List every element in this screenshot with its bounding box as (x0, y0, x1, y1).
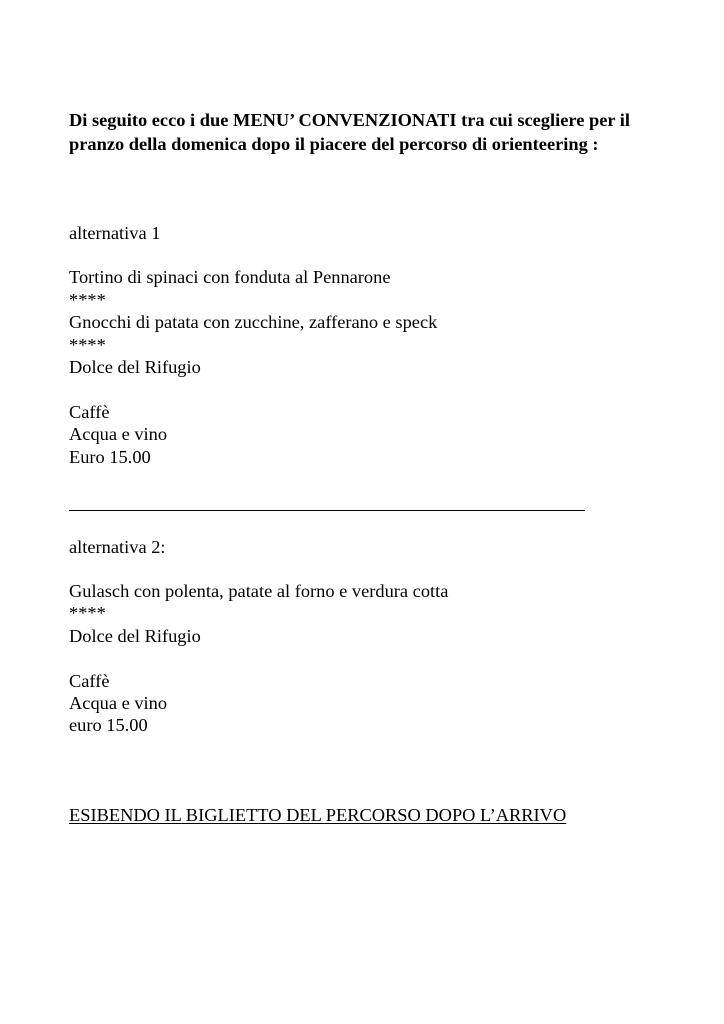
menu1-course-main: Gnocchi di patata con zucchine, zafferano e speck (69, 312, 438, 332)
menu2-separator: **** (69, 603, 106, 623)
menu2-extra-coffee: Caffè (69, 671, 110, 691)
menu1-price: Euro 15.00 (69, 447, 151, 467)
menu2-price: euro 15.00 (69, 715, 148, 735)
menu2-course-dessert: Dolce del Rifugio (69, 626, 201, 646)
section-divider (69, 510, 585, 511)
menu2-heading: alternativa 2: (69, 537, 166, 557)
menu1-heading: alternativa 1 (69, 223, 161, 243)
menu1-course-dessert: Dolce del Rifugio (69, 357, 201, 377)
menu1-extra-coffee: Caffè (69, 402, 110, 422)
menu2-extra-drinks: Acqua e vino (69, 693, 168, 713)
ticket-note: ESIBENDO IL BIGLIETTO DEL PERCORSO DOPO L’ARRIVO (69, 805, 567, 825)
intro-paragraph: Di seguito ecco i due MENU’ CONVENZIONATI tra cui scegliere per il pranzo della domenica dopo il piacere del percorso di orienteering : (69, 110, 631, 154)
menu1-separator: **** (69, 290, 106, 310)
menu1-separator: **** (69, 335, 106, 355)
menu1-course-starter: Tortino di spinaci con fonduta al Pennarone (69, 267, 391, 287)
menu1-extra-drinks: Acqua e vino (69, 424, 168, 444)
menu2-course-main: Gulasch con polenta, patate al forno e verdura cotta (69, 581, 449, 601)
